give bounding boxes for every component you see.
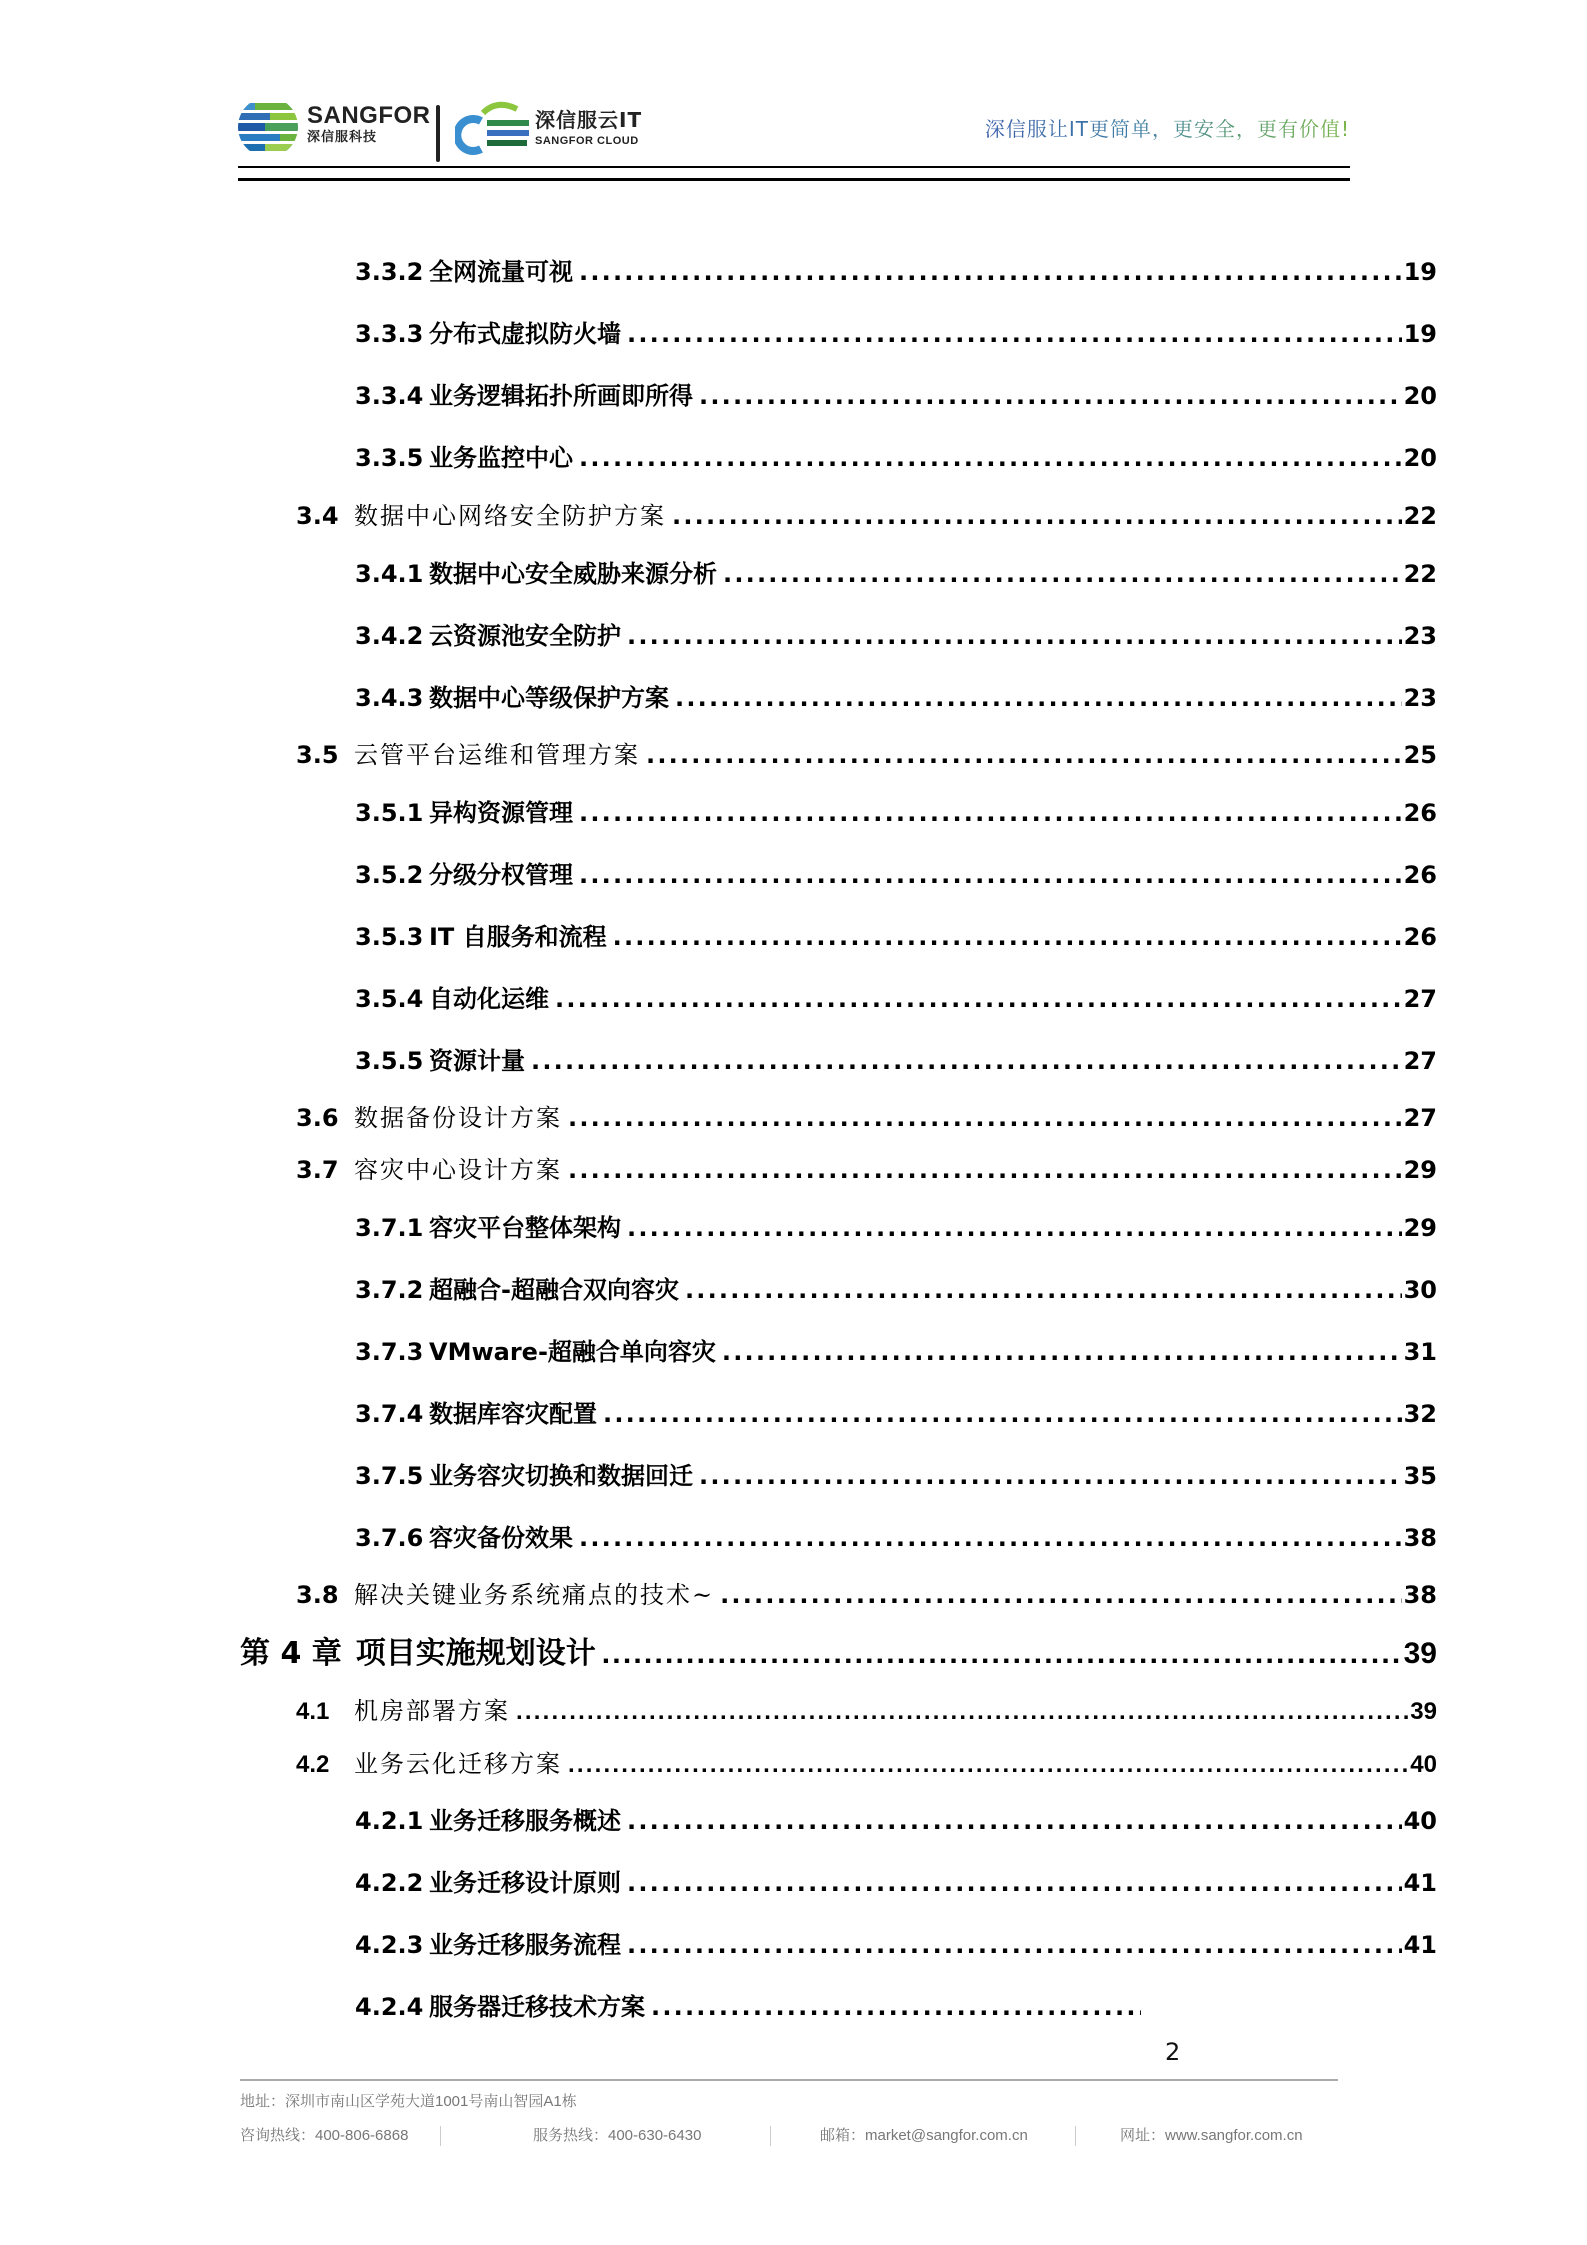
toc-entry[interactable] [355,252,1437,287]
toc-page: 25 [1403,741,1437,769]
toc-leader [720,1581,1401,1609]
toc-entry[interactable] [355,1518,1437,1553]
toc-leader [579,861,1402,889]
toc-entry[interactable] [296,1691,1437,1726]
toc-title: 业务迁移服务流程 [429,1931,621,1959]
toc-page: 23 [1403,622,1437,650]
toc-title: 业务容灾切换和数据回迁 [429,1462,693,1490]
toc-entry[interactable] [296,1744,1437,1779]
toc-page: 19 [1403,258,1437,286]
toc-leader [685,1276,1402,1304]
toc-leader [627,622,1402,650]
footer-address: 地址：深圳市南山区学苑大道1001号南山智园A1栋 [240,2093,577,2110]
toc-leader [699,1462,1402,1490]
toc-entry[interactable] [355,1987,1437,2022]
toc-leader [672,502,1402,530]
footer-service-hotline: 服务热线：400-630-6430 [533,2127,702,2144]
toc-title: 业务云化迁移方案 [354,1750,562,1778]
toc-leader [722,1338,1402,1366]
toc-number: 3.4.3 [355,684,424,712]
toc-leader [579,258,1402,286]
toc-page: 27 [1403,1104,1437,1132]
toc-title: 自动化运维 [429,985,549,1013]
toc-title: 云管平台运维和管理方案 [354,741,640,769]
toc-number: 3.5 [296,741,339,769]
toc-entry[interactable] [296,1098,1437,1133]
toc-leader [568,1104,1402,1132]
toc-entry[interactable] [355,554,1437,589]
page-number: 2 [1165,2038,1181,2066]
toc-title: 云资源池安全防护 [429,622,621,650]
header-rule-thin [238,166,1350,168]
toc-title: 业务逻辑拓扑所画即所得 [429,382,693,410]
toc-chapter-entry[interactable] [240,1628,1437,1672]
sangfor-cloud-logo-icon [455,99,535,159]
footer-separator [1075,2126,1076,2146]
toc-page: 26 [1403,799,1437,827]
toc-number: 3.6 [296,1104,339,1132]
toc-entry[interactable] [355,1208,1437,1243]
page-header [235,95,1350,165]
toc-title: 容灾备份效果 [429,1524,573,1552]
toc-leader [579,1524,1402,1552]
toc-leader [579,444,1402,472]
cloud-brand-en: SANGFOR CLOUD [535,135,639,147]
toc-entry[interactable] [355,793,1437,828]
toc-page: 35 [1403,1462,1437,1490]
toc-entry[interactable] [296,735,1437,770]
toc-page: 41 [1403,1869,1437,1897]
toc-entry[interactable] [355,1925,1437,1960]
toc-page: 40 [1410,1751,1437,1778]
toc-entry[interactable] [355,855,1437,890]
sangfor-globe-logo-icon [235,95,310,160]
toc-number: 3.3.3 [355,320,424,348]
toc-number: 3.3.4 [355,382,424,410]
toc-entry[interactable] [296,1150,1437,1185]
toc-leader [675,684,1402,712]
toc-title: 数据库容灾配置 [429,1400,597,1428]
toc-page: 38 [1403,1524,1437,1552]
toc-page: 23 [1403,684,1437,712]
toc-leader [555,985,1402,1013]
toc-title: 超融合-超融合双向容灾 [429,1276,679,1304]
toc-page: 39 [1403,1637,1437,1670]
cloud-brand-cn: 深信服云IT [535,108,643,132]
toc-entry[interactable] [355,376,1437,411]
toc-title: 数据中心网络安全防护方案 [354,502,666,530]
toc-title: 机房部署方案 [354,1697,510,1725]
footer-contacts [240,2124,1340,2146]
toc-number: 4.1 [296,1698,330,1725]
toc-number: 3.7.4 [355,1400,424,1428]
toc-leader [627,1214,1402,1242]
toc-leader [723,560,1402,588]
toc-number: 3.5.2 [355,861,424,889]
toc-entry[interactable] [355,917,1437,952]
toc-title: 全网流量可视 [429,258,573,286]
toc-title: 业务迁移设计原则 [429,1869,621,1897]
toc-number: 4.2.1 [355,1807,424,1835]
sangfor-brand [307,103,431,147]
toc-number: 3.5.5 [355,1047,424,1075]
toc-entry[interactable] [355,1863,1437,1898]
toc-leader [568,1751,1408,1779]
toc-chapter-number: 第 4 章 [240,1636,342,1671]
toc-page: 20 [1403,382,1437,410]
toc-leader [646,741,1402,769]
toc-entry[interactable] [355,1041,1437,1076]
toc-leader [699,382,1402,410]
brand-cn: 深信服科技 [307,130,378,145]
header-rule-thick [238,178,1350,181]
toc-leader [651,1993,1141,2021]
toc-number: 3.3.2 [355,258,424,286]
toc-title: 异构资源管理 [429,799,573,827]
toc-number: 3.7.5 [355,1462,424,1490]
toc-entry[interactable] [355,1270,1437,1305]
toc-title: VMware-超融合单向容灾 [429,1338,716,1366]
logo-divider [436,105,440,162]
toc-leader [516,1698,1408,1726]
toc-entry[interactable] [296,1575,1437,1610]
toc-title: 资源计量 [429,1047,525,1075]
toc-leader [568,1156,1402,1184]
toc-number: 3.7.3 [355,1338,424,1366]
toc-page: 20 [1403,444,1437,472]
toc-page: 26 [1403,861,1437,889]
toc-number: 3.4.1 [355,560,424,588]
toc-page: 41 [1403,1931,1437,1959]
toc-title: 项目实施规划设计 [355,1636,596,1671]
toc-number: 3.4.2 [355,622,424,650]
toc-title: 服务器迁移技术方案 [429,1993,645,2021]
toc-entry[interactable] [355,1801,1437,1836]
toc-title: 业务迁移服务概述 [429,1807,621,1835]
toc-page: 31 [1403,1338,1437,1366]
brand-en: SANGFOR [307,102,431,129]
toc-number: 3.7.6 [355,1524,424,1552]
toc-number: 3.3.5 [355,444,424,472]
toc-number: 4.2.2 [355,1869,424,1897]
toc-title: 容灾平台整体架构 [429,1214,621,1242]
toc-number: 3.8 [296,1581,339,1609]
toc-leader [531,1047,1402,1075]
sangfor-cloud-brand [535,107,642,149]
toc-page: 22 [1403,560,1437,588]
toc-leader [603,1400,1402,1428]
toc-number: 3.4 [296,502,339,530]
footer-website[interactable]: 网址：www.sangfor.com.cn [1120,2127,1303,2144]
toc-page: 22 [1403,502,1437,530]
toc-page: 29 [1403,1214,1437,1242]
toc-page: 27 [1403,985,1437,1013]
toc-leader [602,1637,1402,1671]
toc-title: 数据中心安全威胁来源分析 [429,560,717,588]
toc-page: 19 [1403,320,1437,348]
toc-number: 4.2.4 [355,1993,424,2021]
toc-number: 3.5.3 [355,923,424,951]
toc-number: 3.7.1 [355,1214,424,1242]
toc-page: 29 [1403,1156,1437,1184]
toc-entry[interactable] [355,616,1437,651]
toc-entry[interactable] [355,1394,1437,1429]
toc-title: IT 自服务和流程 [429,923,607,951]
toc-leader [627,1807,1402,1835]
toc-leader [613,923,1402,951]
footer-rule [240,2079,1338,2081]
toc-title: 业务监控中心 [429,444,573,472]
toc-page: 32 [1403,1400,1437,1428]
toc-entry[interactable] [355,1456,1437,1491]
toc-entry[interactable] [355,314,1437,349]
toc-number: 3.5.1 [355,799,424,827]
slogan: 深信服让IT更简单，更安全，更有价值! [985,113,1350,142]
toc-leader [627,1931,1402,1959]
toc-page: 38 [1403,1581,1437,1609]
toc-number: 3.7 [296,1156,339,1184]
toc-title: 解决关键业务系统痛点的技术~ [354,1581,715,1609]
toc-leader [579,799,1402,827]
toc-entry[interactable] [296,496,1437,531]
toc-page: 40 [1403,1807,1437,1835]
toc-title: 分级分权管理 [429,861,573,889]
toc-entry[interactable] [355,1332,1437,1367]
toc-entry[interactable] [355,979,1437,1014]
toc-page: 27 [1403,1047,1437,1075]
toc-leader [627,320,1402,348]
footer-separator [440,2126,441,2146]
toc-title: 数据中心等级保护方案 [429,684,669,712]
toc-title: 数据备份设计方案 [354,1104,562,1132]
toc-page: 26 [1403,923,1437,951]
toc-title: 分布式虚拟防火墙 [429,320,621,348]
footer-consult-hotline: 咨询热线：400-806-6868 [240,2127,409,2144]
toc-number: 3.7.2 [355,1276,424,1304]
toc-title: 容灾中心设计方案 [354,1156,562,1184]
toc-number: 4.2 [296,1751,330,1778]
toc-leader [627,1869,1402,1897]
toc-number: 3.5.4 [355,985,424,1013]
toc-entry[interactable] [355,678,1437,713]
footer-email[interactable]: 邮箱：market@sangfor.com.cn [820,2127,1028,2144]
toc-page: 30 [1403,1276,1437,1304]
toc-page: 39 [1410,1698,1437,1725]
toc-entry[interactable] [355,438,1437,473]
footer-separator [770,2126,771,2146]
toc-number: 4.2.3 [355,1931,424,1959]
